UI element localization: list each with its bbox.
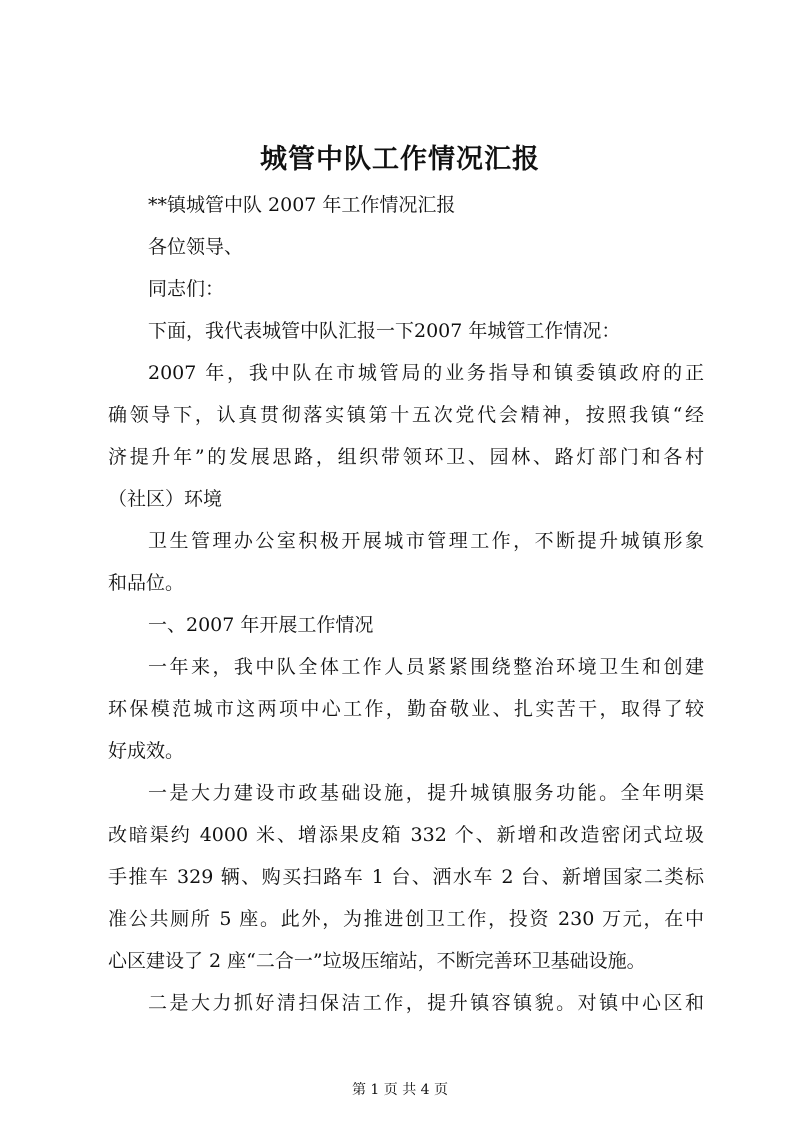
paragraph-line: 好成效。 xyxy=(108,740,185,762)
paragraph-line: 二是大力抓好清扫保洁工作，提升镇容镇貌。对镇中心区和 xyxy=(148,992,704,1014)
page-footer: 第 1 页 共 4 页 xyxy=(351,1082,449,1098)
document-body xyxy=(108,184,704,1024)
subtitle-line: **镇城管中队 2007 年工作情况汇报 xyxy=(148,194,456,216)
paragraph-line: 一年来，我中队全体工作人员紧紧围绕整治环境卫生和创建 xyxy=(148,656,704,678)
paragraph-line: 下面，我代表城管中队汇报一下2007 年城管工作情况： xyxy=(148,320,621,342)
salutation-line: 各位领导、 xyxy=(148,236,244,258)
paragraph-line: 改暗渠约 4000 米、增添果皮箱 332 个、新增和改造密闭式垃圾 xyxy=(108,824,704,846)
paragraph-line: （社区）环境 xyxy=(108,488,223,510)
paragraph-line: 确领导下，认真贯彻落实镇第十五次党代会精神，按照我镇“经 xyxy=(108,404,704,426)
paragraph-line: 手推车 329 辆、购买扫路车 1 台、洒水车 2 台、新增国家二类标 xyxy=(108,866,704,888)
paragraph-line: 和品位。 xyxy=(108,572,185,594)
paragraph-line: 准公共厕所 5 座。此外，为推进创卫工作，投资 230 万元，在中 xyxy=(108,908,704,930)
paragraph-line: 卫生管理办公室积极开展城市管理工作，不断提升城镇形象 xyxy=(148,530,704,552)
paragraph-line: 2007 年，我中队在市城管局的业务指导和镇委镇政府的正 xyxy=(148,362,704,384)
paragraph-line: 济提升年”的发展思路，组织带领环卫、园林、路灯部门和各村 xyxy=(108,446,704,468)
paragraph-line: 环保模范城市这两项中心工作，勤奋敬业、扎实苦干，取得了较 xyxy=(108,698,704,720)
paragraph-line: 心区建设了 2 座“二合一”垃圾压缩站，不断完善环卫基础设施。 xyxy=(108,950,646,972)
paragraph-line: 一是大力建设市政基础设施，提升城镇服务功能。全年明渠 xyxy=(148,782,704,804)
salutation-line: 同志们： xyxy=(148,278,225,300)
document-title: 城管中队工作情况汇报 xyxy=(260,144,540,175)
section-heading: 一、2007 年开展工作情况 xyxy=(148,614,374,636)
